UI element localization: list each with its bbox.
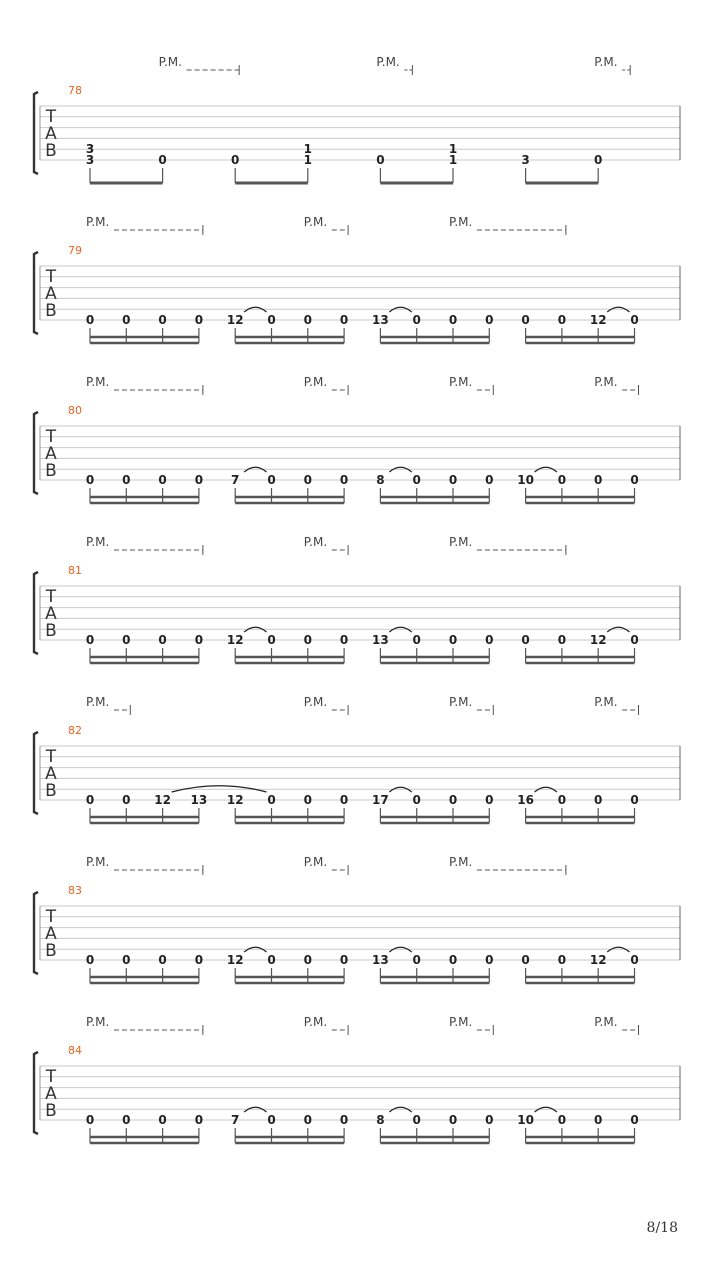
measure-number: 80: [68, 404, 82, 417]
fret-number: 0: [267, 953, 276, 967]
palm-mute-label: P.M.: [86, 1015, 110, 1029]
fret-number: 0: [267, 1113, 276, 1127]
tab-system: [34, 1015, 680, 1143]
measure-number: 81: [68, 564, 82, 577]
tab-clef-b: B: [45, 1101, 57, 1121]
palm-mute-label: P.M.: [594, 695, 618, 709]
palm-mute-label: P.M.: [86, 535, 110, 549]
fret-number: 0: [557, 793, 567, 807]
tab-system: [34, 695, 680, 823]
fret-number: 12: [226, 953, 244, 967]
fret-number: 0: [412, 793, 421, 807]
tab-clef-a: A: [45, 764, 57, 784]
fret-number: 0: [412, 1113, 421, 1127]
palm-mute-label: P.M.: [449, 855, 473, 869]
tab-clef-b: B: [45, 461, 57, 481]
tab-system: [34, 55, 680, 183]
fret-number: 0: [557, 633, 567, 647]
fret-number: 10: [517, 473, 534, 487]
fret-number: 0: [122, 1113, 131, 1127]
measure-number: 83: [68, 884, 82, 897]
palm-mute-label: P.M.: [86, 855, 110, 869]
fret-number: 3: [85, 153, 95, 167]
fret-number: 0: [521, 953, 530, 967]
fret-number: 0: [557, 473, 567, 487]
fret-number: 0: [376, 153, 385, 167]
fret-number: 17: [372, 793, 389, 807]
palm-mute-label: P.M.: [158, 55, 182, 69]
fret-number: 13: [372, 953, 389, 967]
palm-mute-label: P.M.: [594, 1015, 618, 1029]
palm-mute-label: P.M.: [594, 55, 618, 69]
fret-number: 0: [339, 473, 349, 487]
fret-number: 0: [594, 1113, 603, 1127]
fret-number: 0: [231, 153, 240, 167]
fret-number: 0: [339, 793, 349, 807]
fret-number: 12: [589, 633, 607, 647]
palm-mute-label: P.M.: [86, 695, 110, 709]
fret-number: 0: [194, 633, 204, 647]
fret-number: 12: [589, 313, 607, 327]
measure-number: 82: [68, 724, 82, 737]
fret-number: 0: [557, 313, 567, 327]
fret-number: 12: [226, 313, 244, 327]
tab-clef-a: A: [45, 924, 57, 944]
fret-number: 0: [412, 633, 421, 647]
fret-number: 0: [485, 633, 494, 647]
fret-number: 0: [412, 953, 421, 967]
fret-number: 0: [122, 313, 131, 327]
measure-number: 79: [68, 244, 82, 257]
fret-number: 0: [122, 793, 131, 807]
palm-mute-label: P.M.: [449, 695, 473, 709]
palm-mute-label: P.M.: [303, 1015, 328, 1029]
tab-clef-b: B: [45, 141, 57, 161]
system-bracket: [34, 572, 38, 654]
palm-mute-label: P.M.: [303, 375, 328, 389]
system-bracket: [34, 1052, 38, 1134]
fret-number: 0: [303, 793, 312, 807]
tab-system: [34, 535, 680, 663]
fret-number: 0: [412, 473, 421, 487]
tab-clef-a: A: [45, 444, 57, 464]
fret-number: 0: [448, 633, 458, 647]
fret-number: 1: [303, 142, 312, 157]
fret-number: 13: [372, 633, 389, 647]
fret-number: 0: [194, 1113, 204, 1127]
fret-number: 0: [594, 793, 603, 807]
fret-number: 0: [630, 633, 639, 647]
fret-number: 0: [158, 473, 167, 487]
tab-system: [34, 215, 680, 343]
fret-number: 1: [448, 142, 458, 157]
fret-number: 0: [122, 473, 131, 487]
tab-clef-b: B: [45, 621, 57, 641]
palm-mute-label: P.M.: [449, 215, 473, 229]
measure-number: 78: [68, 84, 82, 97]
fret-number: 0: [485, 1113, 494, 1127]
fret-number: 7: [231, 1113, 240, 1127]
palm-mute-label: P.M.: [449, 1015, 473, 1029]
fret-number: 0: [85, 633, 95, 647]
fret-number: 8: [376, 473, 385, 487]
system-bracket: [34, 92, 38, 174]
tab-clef-t: T: [45, 1067, 57, 1087]
tab-clef-t: T: [45, 107, 57, 127]
fret-number: 0: [303, 1113, 312, 1127]
fret-number: 0: [158, 953, 167, 967]
palm-mute-label: P.M.: [303, 695, 328, 709]
fret-number: 0: [85, 313, 95, 327]
fret-number: 0: [85, 793, 95, 807]
fret-number: 0: [267, 633, 276, 647]
fret-number: 0: [630, 313, 639, 327]
fret-number: 0: [594, 473, 603, 487]
fret-number: 0: [158, 1113, 167, 1127]
fret-number: 0: [122, 633, 131, 647]
fret-number: 0: [303, 633, 312, 647]
palm-mute-label: P.M.: [376, 55, 400, 69]
fret-number: 0: [630, 473, 639, 487]
palm-mute-label: P.M.: [449, 375, 473, 389]
fret-number: 13: [372, 313, 389, 327]
fret-number: 3: [521, 153, 530, 167]
palm-mute-label: P.M.: [303, 855, 328, 869]
system-bracket: [34, 732, 38, 814]
fret-number: 16: [517, 793, 534, 807]
fret-number: 0: [485, 953, 494, 967]
fret-number: 10: [517, 1113, 534, 1127]
fret-number: 0: [303, 313, 312, 327]
tab-clef-b: B: [45, 781, 57, 801]
palm-mute-label: P.M.: [86, 375, 110, 389]
palm-mute-label: P.M.: [303, 535, 328, 549]
fret-number: 0: [267, 473, 276, 487]
fret-number: 7: [231, 473, 240, 487]
tab-system: [34, 375, 680, 503]
fret-number: 0: [303, 953, 312, 967]
fret-number: 0: [339, 953, 349, 967]
fret-number: 12: [226, 633, 244, 647]
fret-number: 0: [339, 1113, 349, 1127]
fret-number: 0: [412, 313, 421, 327]
tab-clef-a: A: [45, 604, 57, 624]
fret-number: 12: [154, 793, 171, 807]
fret-number: 0: [557, 1113, 567, 1127]
tab-clef-t: T: [45, 427, 57, 447]
fret-number: 0: [557, 953, 567, 967]
fret-number: 0: [448, 953, 458, 967]
fret-number: 0: [448, 793, 458, 807]
fret-number: 0: [85, 1113, 95, 1127]
fret-number: 0: [339, 633, 349, 647]
tab-clef-t: T: [45, 747, 57, 767]
fret-number: 0: [630, 1113, 639, 1127]
fret-number: 0: [194, 313, 204, 327]
fret-number: 0: [122, 953, 131, 967]
fret-number: 0: [158, 313, 167, 327]
fret-number: 0: [594, 153, 603, 167]
tab-clef-a: A: [45, 1084, 57, 1104]
palm-mute-label: P.M.: [449, 535, 473, 549]
fret-number: 0: [485, 473, 494, 487]
fret-number: 12: [589, 953, 607, 967]
fret-number: 13: [190, 793, 208, 807]
tab-clef-b: B: [45, 301, 57, 321]
measure-number: 84: [68, 1044, 82, 1057]
fret-number: 0: [630, 953, 639, 967]
tab-clef-t: T: [45, 907, 57, 927]
fret-number: 0: [303, 473, 312, 487]
fret-number: 0: [267, 313, 276, 327]
fret-number: 0: [194, 473, 204, 487]
fret-number: 0: [158, 153, 167, 167]
fret-number: 0: [521, 313, 530, 327]
fret-number: 3: [85, 142, 95, 157]
fret-number: 0: [85, 473, 95, 487]
fret-number: 0: [267, 793, 276, 807]
fret-number: 0: [485, 793, 494, 807]
palm-mute-label: P.M.: [303, 215, 328, 229]
tab-clef-a: A: [45, 124, 57, 144]
fret-number: 1: [448, 153, 458, 167]
system-bracket: [34, 892, 38, 974]
fret-number: 0: [521, 633, 530, 647]
page-number: 8/18: [646, 1220, 678, 1236]
tab-clef-a: A: [45, 284, 57, 304]
fret-number: 0: [339, 313, 349, 327]
system-bracket: [34, 252, 38, 334]
fret-number: 0: [448, 473, 458, 487]
fret-number: 0: [630, 793, 639, 807]
fret-number: 0: [485, 313, 494, 327]
fret-number: 0: [194, 953, 204, 967]
fret-number: 0: [85, 953, 95, 967]
tab-system: [34, 855, 680, 983]
tab-clef-b: B: [45, 941, 57, 961]
fret-number: 0: [158, 633, 167, 647]
palm-mute-label: P.M.: [86, 215, 110, 229]
fret-number: 1: [303, 153, 312, 167]
fret-number: 8: [376, 1113, 385, 1127]
system-bracket: [34, 412, 38, 494]
tab-clef-t: T: [45, 267, 57, 287]
palm-mute-label: P.M.: [594, 375, 618, 389]
tab-clef-t: T: [45, 587, 57, 607]
fret-number: 0: [448, 1113, 458, 1127]
fret-number: 0: [448, 313, 458, 327]
fret-number: 12: [226, 793, 244, 807]
